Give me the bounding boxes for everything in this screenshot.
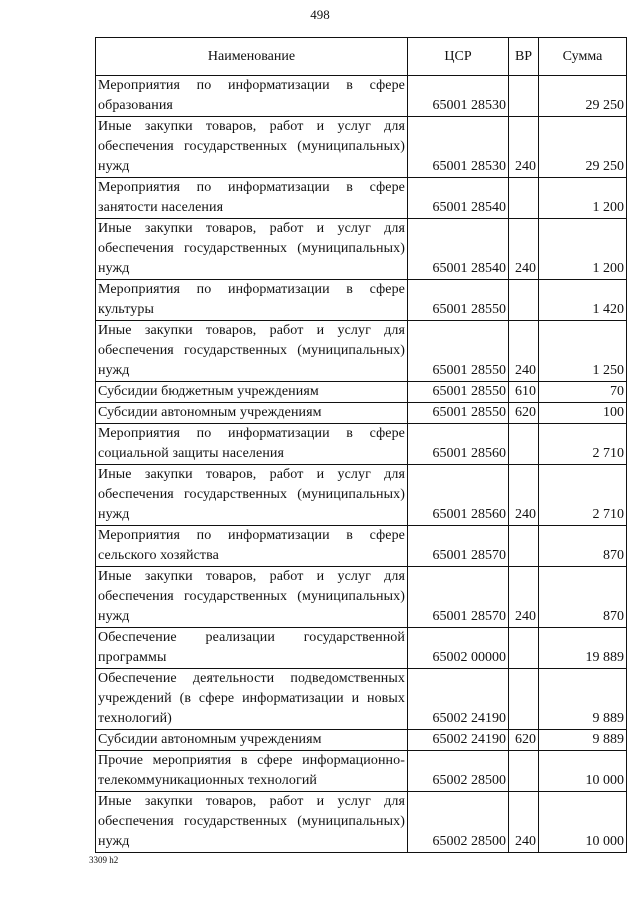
row-vr-cell xyxy=(509,178,539,219)
row-name-cell: Мероприятия по информатизации в сфере образования xyxy=(96,76,408,117)
table-row xyxy=(96,424,627,465)
row-sum-cell: 10 000 xyxy=(539,792,627,853)
table-row xyxy=(96,730,627,751)
row-name-cell: Иные закупки товаров, работ и услуг для обеспечения государственных (муниципальных) нужд xyxy=(96,117,408,178)
row-vr-cell: 240 xyxy=(509,567,539,628)
row-name-cell: Прочие мероприятия в сфере информационно-телекоммуникационных технологий xyxy=(96,751,408,792)
row-csr-cell: 65001 28570 xyxy=(408,526,509,567)
row-name-cell: Мероприятия по информатизации в сфере культуры xyxy=(96,280,408,321)
row-vr-cell xyxy=(509,424,539,465)
row-name-cell: Иные закупки товаров, работ и услуг для обеспечения государственных (муниципальных) нужд xyxy=(96,219,408,280)
row-sum-cell: 70 xyxy=(539,382,627,403)
row-sum-cell: 1 200 xyxy=(539,219,627,280)
row-sum-cell: 1 250 xyxy=(539,321,627,382)
row-sum-cell: 1 420 xyxy=(539,280,627,321)
row-name-cell: Субсидии автономным учреждениям xyxy=(96,403,408,424)
row-sum-cell: 1 200 xyxy=(539,178,627,219)
table-row xyxy=(96,382,627,403)
row-csr-cell: 65001 28560 xyxy=(408,465,509,526)
row-sum-cell: 870 xyxy=(539,567,627,628)
row-vr-cell: 620 xyxy=(509,730,539,751)
row-vr-cell xyxy=(509,280,539,321)
row-sum-cell: 19 889 xyxy=(539,628,627,669)
row-vr-cell: 240 xyxy=(509,117,539,178)
row-csr-cell: 65002 24190 xyxy=(408,730,509,751)
row-sum-cell: 2 710 xyxy=(539,424,627,465)
row-name-cell: Мероприятия по информатизации в сфере занятости населения xyxy=(96,178,408,219)
row-name-cell: Иные закупки товаров, работ и услуг для обеспечения государственных (муниципальных) нужд xyxy=(96,465,408,526)
footer-code: 3309 h2 xyxy=(89,855,119,865)
page-number: 498 xyxy=(310,7,330,22)
row-name-cell: Мероприятия по информатизации в сфере социальной защиты населения xyxy=(96,424,408,465)
table-row xyxy=(96,403,627,424)
table-row xyxy=(96,526,627,567)
table-header-row xyxy=(96,38,627,76)
table-row xyxy=(96,117,627,178)
row-name-cell: Обеспечение деятельности подведомственных учреждений (в сфере информатизации и новых технологий) xyxy=(96,669,408,730)
row-sum-cell: 29 250 xyxy=(539,76,627,117)
table-row xyxy=(96,751,627,792)
row-csr-cell: 65001 28570 xyxy=(408,567,509,628)
budget-table xyxy=(95,37,627,853)
row-csr-cell: 65001 28530 xyxy=(408,117,509,178)
row-name-cell: Субсидии автономным учреждениям xyxy=(96,730,408,751)
row-sum-cell: 870 xyxy=(539,526,627,567)
row-name-cell: Субсидии бюджетным учреждениям xyxy=(96,382,408,403)
row-name-cell: Иные закупки товаров, работ и услуг для обеспечения государственных (муниципальных) нужд xyxy=(96,567,408,628)
table-row xyxy=(96,178,627,219)
header-sum: Сумма xyxy=(539,38,627,76)
row-vr-cell xyxy=(509,76,539,117)
row-name-cell: Иные закупки товаров, работ и услуг для обеспечения государственных (муниципальных) нужд xyxy=(96,321,408,382)
table-row xyxy=(96,76,627,117)
table-row xyxy=(96,280,627,321)
row-csr-cell: 65001 28550 xyxy=(408,321,509,382)
row-name-cell: Мероприятия по информатизации в сфере сельского хозяйства xyxy=(96,526,408,567)
row-name-cell: Обеспечение реализации государственной программы xyxy=(96,628,408,669)
row-vr-cell: 610 xyxy=(509,382,539,403)
row-vr-cell: 240 xyxy=(509,321,539,382)
row-vr-cell: 240 xyxy=(509,219,539,280)
row-name-cell: Иные закупки товаров, работ и услуг для обеспечения государственных (муниципальных) нужд xyxy=(96,792,408,853)
row-csr-cell: 65001 28530 xyxy=(408,76,509,117)
row-sum-cell: 2 710 xyxy=(539,465,627,526)
row-csr-cell: 65002 24190 xyxy=(408,669,509,730)
row-sum-cell: 29 250 xyxy=(539,117,627,178)
row-vr-cell xyxy=(509,628,539,669)
row-csr-cell: 65001 28550 xyxy=(408,280,509,321)
table-row xyxy=(96,219,627,280)
row-csr-cell: 65002 28500 xyxy=(408,792,509,853)
row-vr-cell xyxy=(509,751,539,792)
header-vr: ВР xyxy=(509,38,539,76)
row-csr-cell: 65001 28560 xyxy=(408,424,509,465)
table-row xyxy=(96,669,627,730)
table-row xyxy=(96,567,627,628)
row-vr-cell xyxy=(509,526,539,567)
row-csr-cell: 65001 28550 xyxy=(408,403,509,424)
table-row xyxy=(96,628,627,669)
row-csr-cell: 65001 28540 xyxy=(408,219,509,280)
header-csr: ЦСР xyxy=(408,38,509,76)
row-sum-cell: 10 000 xyxy=(539,751,627,792)
row-sum-cell: 100 xyxy=(539,403,627,424)
header-name: Наименование xyxy=(96,38,408,76)
row-csr-cell: 65002 00000 xyxy=(408,628,509,669)
row-vr-cell xyxy=(509,669,539,730)
row-vr-cell: 240 xyxy=(509,792,539,853)
table-row xyxy=(96,792,627,853)
row-csr-cell: 65001 28540 xyxy=(408,178,509,219)
row-csr-cell: 65001 28550 xyxy=(408,382,509,403)
row-vr-cell: 240 xyxy=(509,465,539,526)
row-vr-cell: 620 xyxy=(509,403,539,424)
row-csr-cell: 65002 28500 xyxy=(408,751,509,792)
row-sum-cell: 9 889 xyxy=(539,730,627,751)
table-body xyxy=(96,76,627,853)
table-row xyxy=(96,465,627,526)
row-sum-cell: 9 889 xyxy=(539,669,627,730)
table-row xyxy=(96,321,627,382)
